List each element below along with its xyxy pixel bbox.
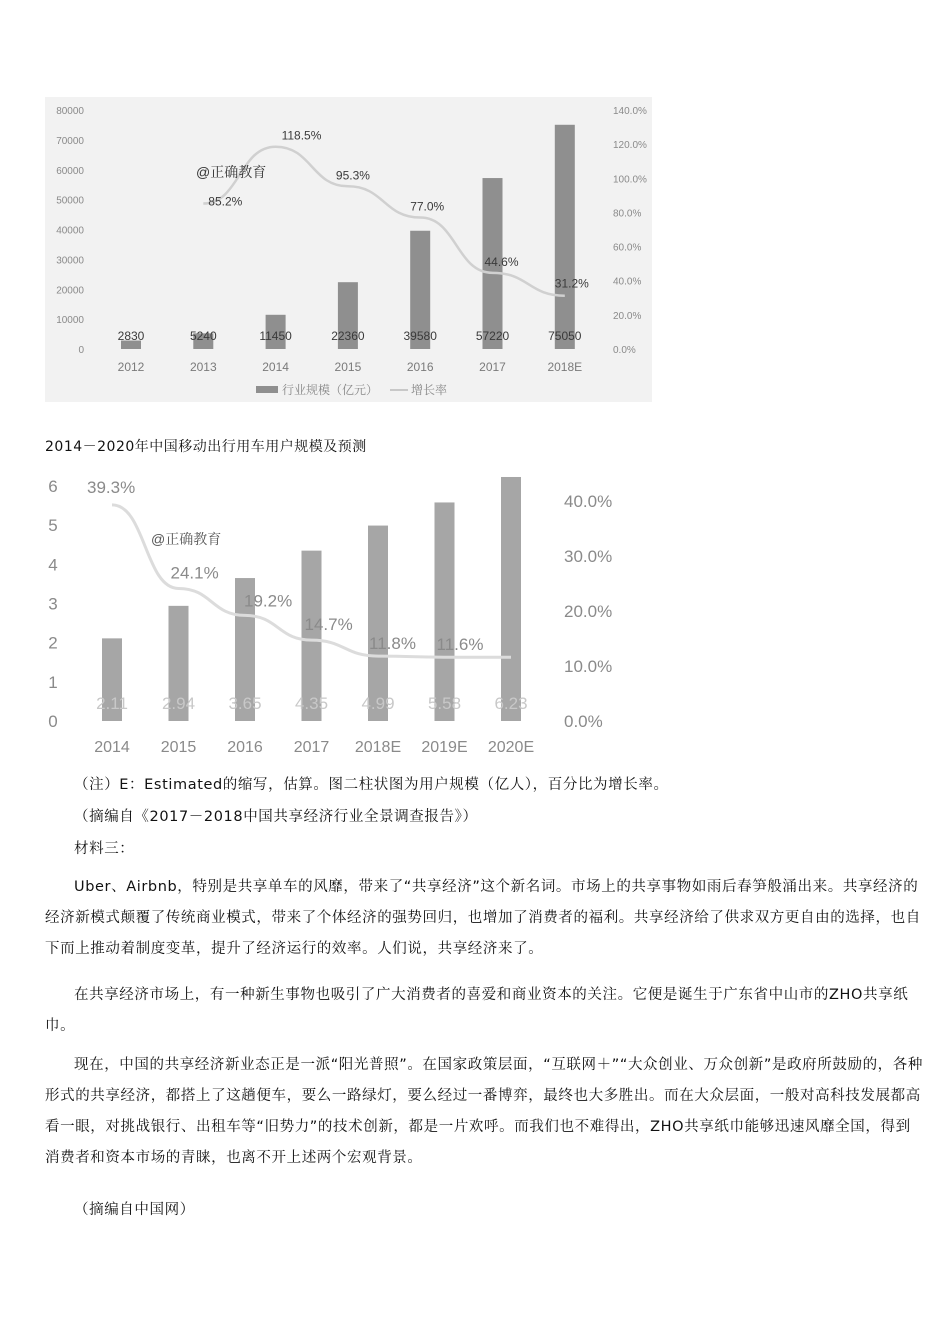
y2-tick-label: 140.0% — [613, 106, 647, 117]
bar-value-label: 4.99 — [361, 694, 395, 713]
x-tick-label: 2018E — [354, 739, 402, 756]
y-tick-label: 80000 — [56, 106, 84, 117]
y-tick-label: 6 — [48, 477, 58, 496]
y-tick-label: 2 — [48, 633, 58, 653]
growth-label: 14.7% — [304, 615, 353, 635]
chart-note: （注）E：Estimated的缩写，估算。图二柱状图为用户规模（亿人），百分比为增长率。 — [74, 777, 669, 793]
chart-industry-scale — [0, 0, 950, 420]
chart-user-scale — [0, 460, 950, 760]
y-tick-label: 60000 — [56, 165, 84, 177]
y2-tick-label: 20.0% — [613, 310, 642, 322]
bar-value-label: 2.94 — [161, 694, 196, 713]
legend-line-label: 增长率 — [411, 383, 448, 397]
watermark: @正确教育 — [151, 531, 222, 547]
growth-label: 118.5% — [281, 128, 322, 143]
growth-label: 44.6% — [484, 254, 519, 269]
bar-value-label: 4.35 — [294, 694, 329, 713]
bar-value-label: 2.11 — [96, 694, 128, 713]
source-note-2: （摘编自中国网） — [74, 1202, 195, 1218]
x-tick-label: 2017 — [479, 360, 506, 374]
bar — [555, 125, 575, 349]
chart2-title: 2014－2020年中国移动出行用车用户规模及预测 — [45, 439, 367, 455]
watermark: @正确教育 — [196, 164, 267, 180]
y-tick-label: 5 — [48, 516, 58, 536]
x-tick-label: 2014 — [262, 360, 289, 374]
growth-label: 39.3% — [87, 477, 136, 497]
growth-label: 19.2% — [244, 591, 293, 611]
y-tick-label: 10000 — [56, 315, 84, 327]
x-tick-label: 2019E — [421, 739, 468, 756]
y-tick-label: 20000 — [56, 285, 84, 297]
y2-tick-label: 10.0% — [564, 657, 613, 676]
y-tick-label: 1 — [48, 672, 58, 692]
growth-label: 24.1% — [170, 563, 219, 583]
y-tick-label: 30000 — [56, 255, 84, 267]
growth-label: 85.2% — [208, 194, 243, 209]
y2-tick-label: 0.0% — [564, 712, 603, 731]
paragraph-2: 在共享经济市场上，有一种新生事物也吸引了广大消费者的喜爱和商业资本的关注。它便是诞生于广东省中山市的ZHO共享纸巾。 — [45, 987, 909, 1034]
x-tick-label: 2016 — [227, 739, 263, 756]
growth-label: 31.2% — [554, 276, 589, 291]
y2-tick-label: 20.0% — [564, 602, 613, 621]
y2-tick-label: 60.0% — [613, 242, 642, 254]
x-tick-label: 2018E — [547, 360, 583, 374]
x-tick-label: 2015 — [334, 360, 362, 374]
bar-value-label: 39580 — [403, 329, 437, 343]
growth-label: 11.8% — [369, 634, 416, 654]
y2-tick-label: 30.0% — [564, 547, 613, 566]
x-tick-label: 2014 — [94, 739, 130, 756]
y-tick-label: 40000 — [56, 225, 84, 237]
source-note-1: （摘编自《2017－2018中国共享经济行业全景调查报告》） — [74, 809, 478, 825]
paragraph-1: Uber、Airbnb，特别是共享单车的风靡，带来了“共享经济”这个新名词。市场上的共享事物如雨后春笋般涌出来。共享经济的经济新模式颠覆了传统商业模式，带来了个体经济的强势回归，也增加了消费者的福利。共享经济给了供求双方更自由的选择，也自下而上推动着制度变革，提升了经济运行的效率。人们说，共享经济来了。 — [45, 879, 921, 957]
x-tick-label: 2015 — [160, 739, 197, 756]
bar-value-label: 75050 — [548, 329, 582, 343]
y2-tick-label: 80.0% — [613, 208, 642, 220]
y2-tick-label: 0.0% — [613, 345, 636, 356]
x-tick-label: 2013 — [189, 360, 217, 374]
bar — [435, 502, 455, 721]
growth-label: 77.0% — [410, 199, 445, 214]
bar-value-label: 22360 — [331, 329, 365, 343]
bar-value-label: 57220 — [475, 329, 510, 343]
legend-bar-label: 行业规模（亿元） — [282, 383, 379, 397]
y-tick-label: 0 — [78, 345, 84, 356]
paragraph-3: 现在，中国的共享经济新业态正是一派“阳光普照”。在国家政策层面，“互联网＋”“大众创业、万众创新”是政府所鼓励的，各种形式的共享经济，都搭上了这趟便车，要么一路绿灯，要么经过一番博弈，最终也大多胜出。而在大众层面，一般对高科技发展都高看一眼，对挑战银行、出租车等“旧势力”的技术创新，都是一片欢呼。而我们也不难得出，ZHO共享纸巾能够迅速风靡全国，得到消费者和资本市场的青睐，也离不开上述两个宏观背景。 — [45, 1057, 923, 1166]
bar-value-label: 5240 — [189, 329, 217, 343]
x-tick-label: 2020E — [487, 739, 535, 756]
bar-value-label: 3.65 — [228, 694, 262, 713]
bar — [368, 526, 388, 721]
y2-tick-label: 120.0% — [613, 140, 647, 152]
bar — [501, 477, 521, 721]
x-tick-label: 2017 — [293, 739, 330, 756]
y-tick-label: 0 — [48, 712, 58, 731]
section-label: 材料三： — [74, 841, 135, 857]
y-tick-label: 3 — [48, 594, 58, 614]
legend-bar-swatch — [256, 386, 278, 393]
x-tick-label: 2012 — [117, 360, 145, 374]
bar-value-label: 6.23 — [494, 694, 528, 713]
y2-tick-label: 40.0% — [564, 492, 613, 511]
bar-value-label: 5.58 — [427, 694, 462, 713]
y-tick-label: 70000 — [56, 135, 84, 147]
bar-value-label: 2830 — [117, 329, 145, 343]
y-tick-label: 50000 — [56, 195, 84, 207]
y2-tick-label: 40.0% — [613, 276, 642, 288]
x-tick-label: 2016 — [406, 360, 434, 374]
y2-tick-label: 100.0% — [613, 174, 647, 186]
y-tick-label: 4 — [48, 555, 58, 575]
growth-label: 95.3% — [335, 168, 370, 183]
growth-label: 11.6% — [436, 635, 484, 655]
bar-value-label: 11450 — [259, 329, 292, 343]
